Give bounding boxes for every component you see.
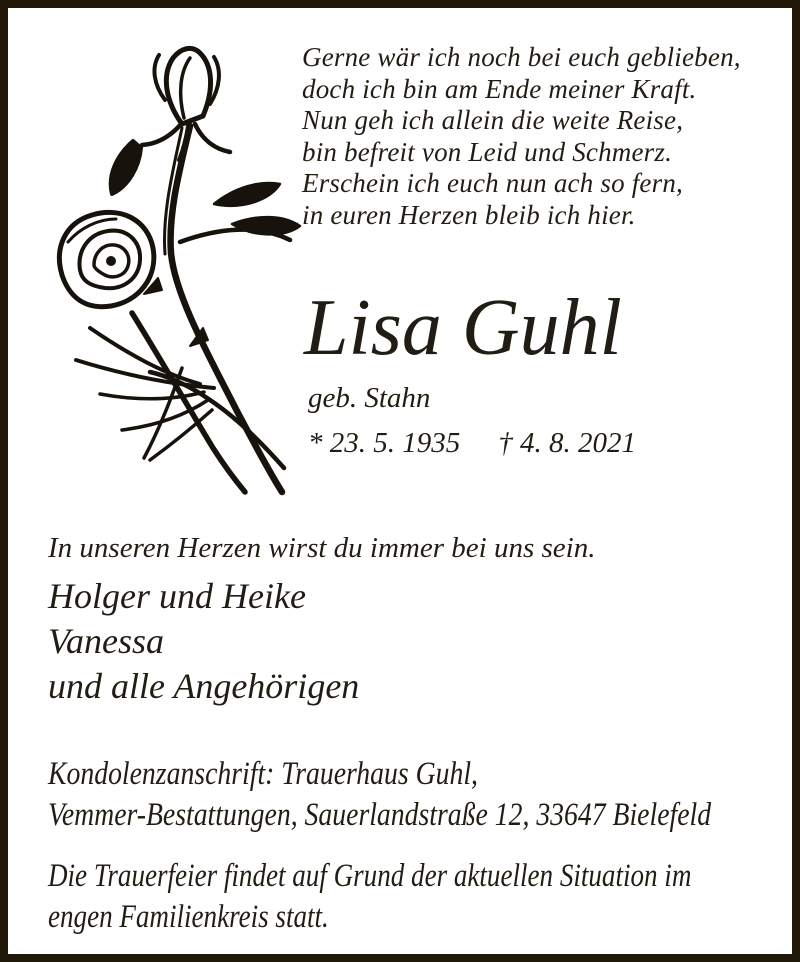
deceased-name: Lisa Guhl (304, 284, 622, 372)
poem-line: Gerne wär ich noch bei euch geblieben, (302, 42, 741, 72)
funeral-line: engen Familienkreis statt. (48, 899, 329, 935)
birth-date: * 23. 5. 1935 (308, 427, 461, 459)
poem-line: in euren Herzen bleib ich hier. (302, 199, 636, 230)
funeral-line: Die Trauerfeier findet auf Grund der aktuellen Situation im (48, 858, 692, 894)
rose-illustration (32, 28, 312, 498)
mourner-line: und alle Angehörigen (48, 666, 360, 706)
life-dates (308, 427, 636, 459)
condolence-line: Kondolenzanschrift: Trauerhaus Guhl, (48, 756, 478, 792)
rose-icon (32, 28, 312, 498)
poem-line: bin befreit von Leid und Schmerz. (302, 136, 673, 167)
condolence-line: Vemmer-Bestattungen, Sauerlandstraße 12, 33647 Bielefeld (48, 797, 712, 833)
memorial-poem (302, 42, 741, 231)
mourner-line: Holger und Heike (48, 576, 306, 616)
condolence-address (48, 754, 711, 836)
poem-line: Nun geh ich allein die weite Reise, (302, 105, 684, 135)
birth-name: geb. Stahn (308, 382, 431, 414)
poem-line: Erschein ich euch nun ach so fern, (302, 168, 683, 198)
mourner-list (48, 574, 359, 709)
death-date: † 4. 8. 2021 (498, 427, 636, 459)
poem-line: doch ich bin am Ende meiner Kraft. (302, 73, 697, 104)
mourner-line: Vanessa (48, 621, 164, 661)
tribute-line: In unseren Herzen wirst du immer bei uns sein. (48, 532, 596, 564)
funeral-info (48, 856, 691, 938)
